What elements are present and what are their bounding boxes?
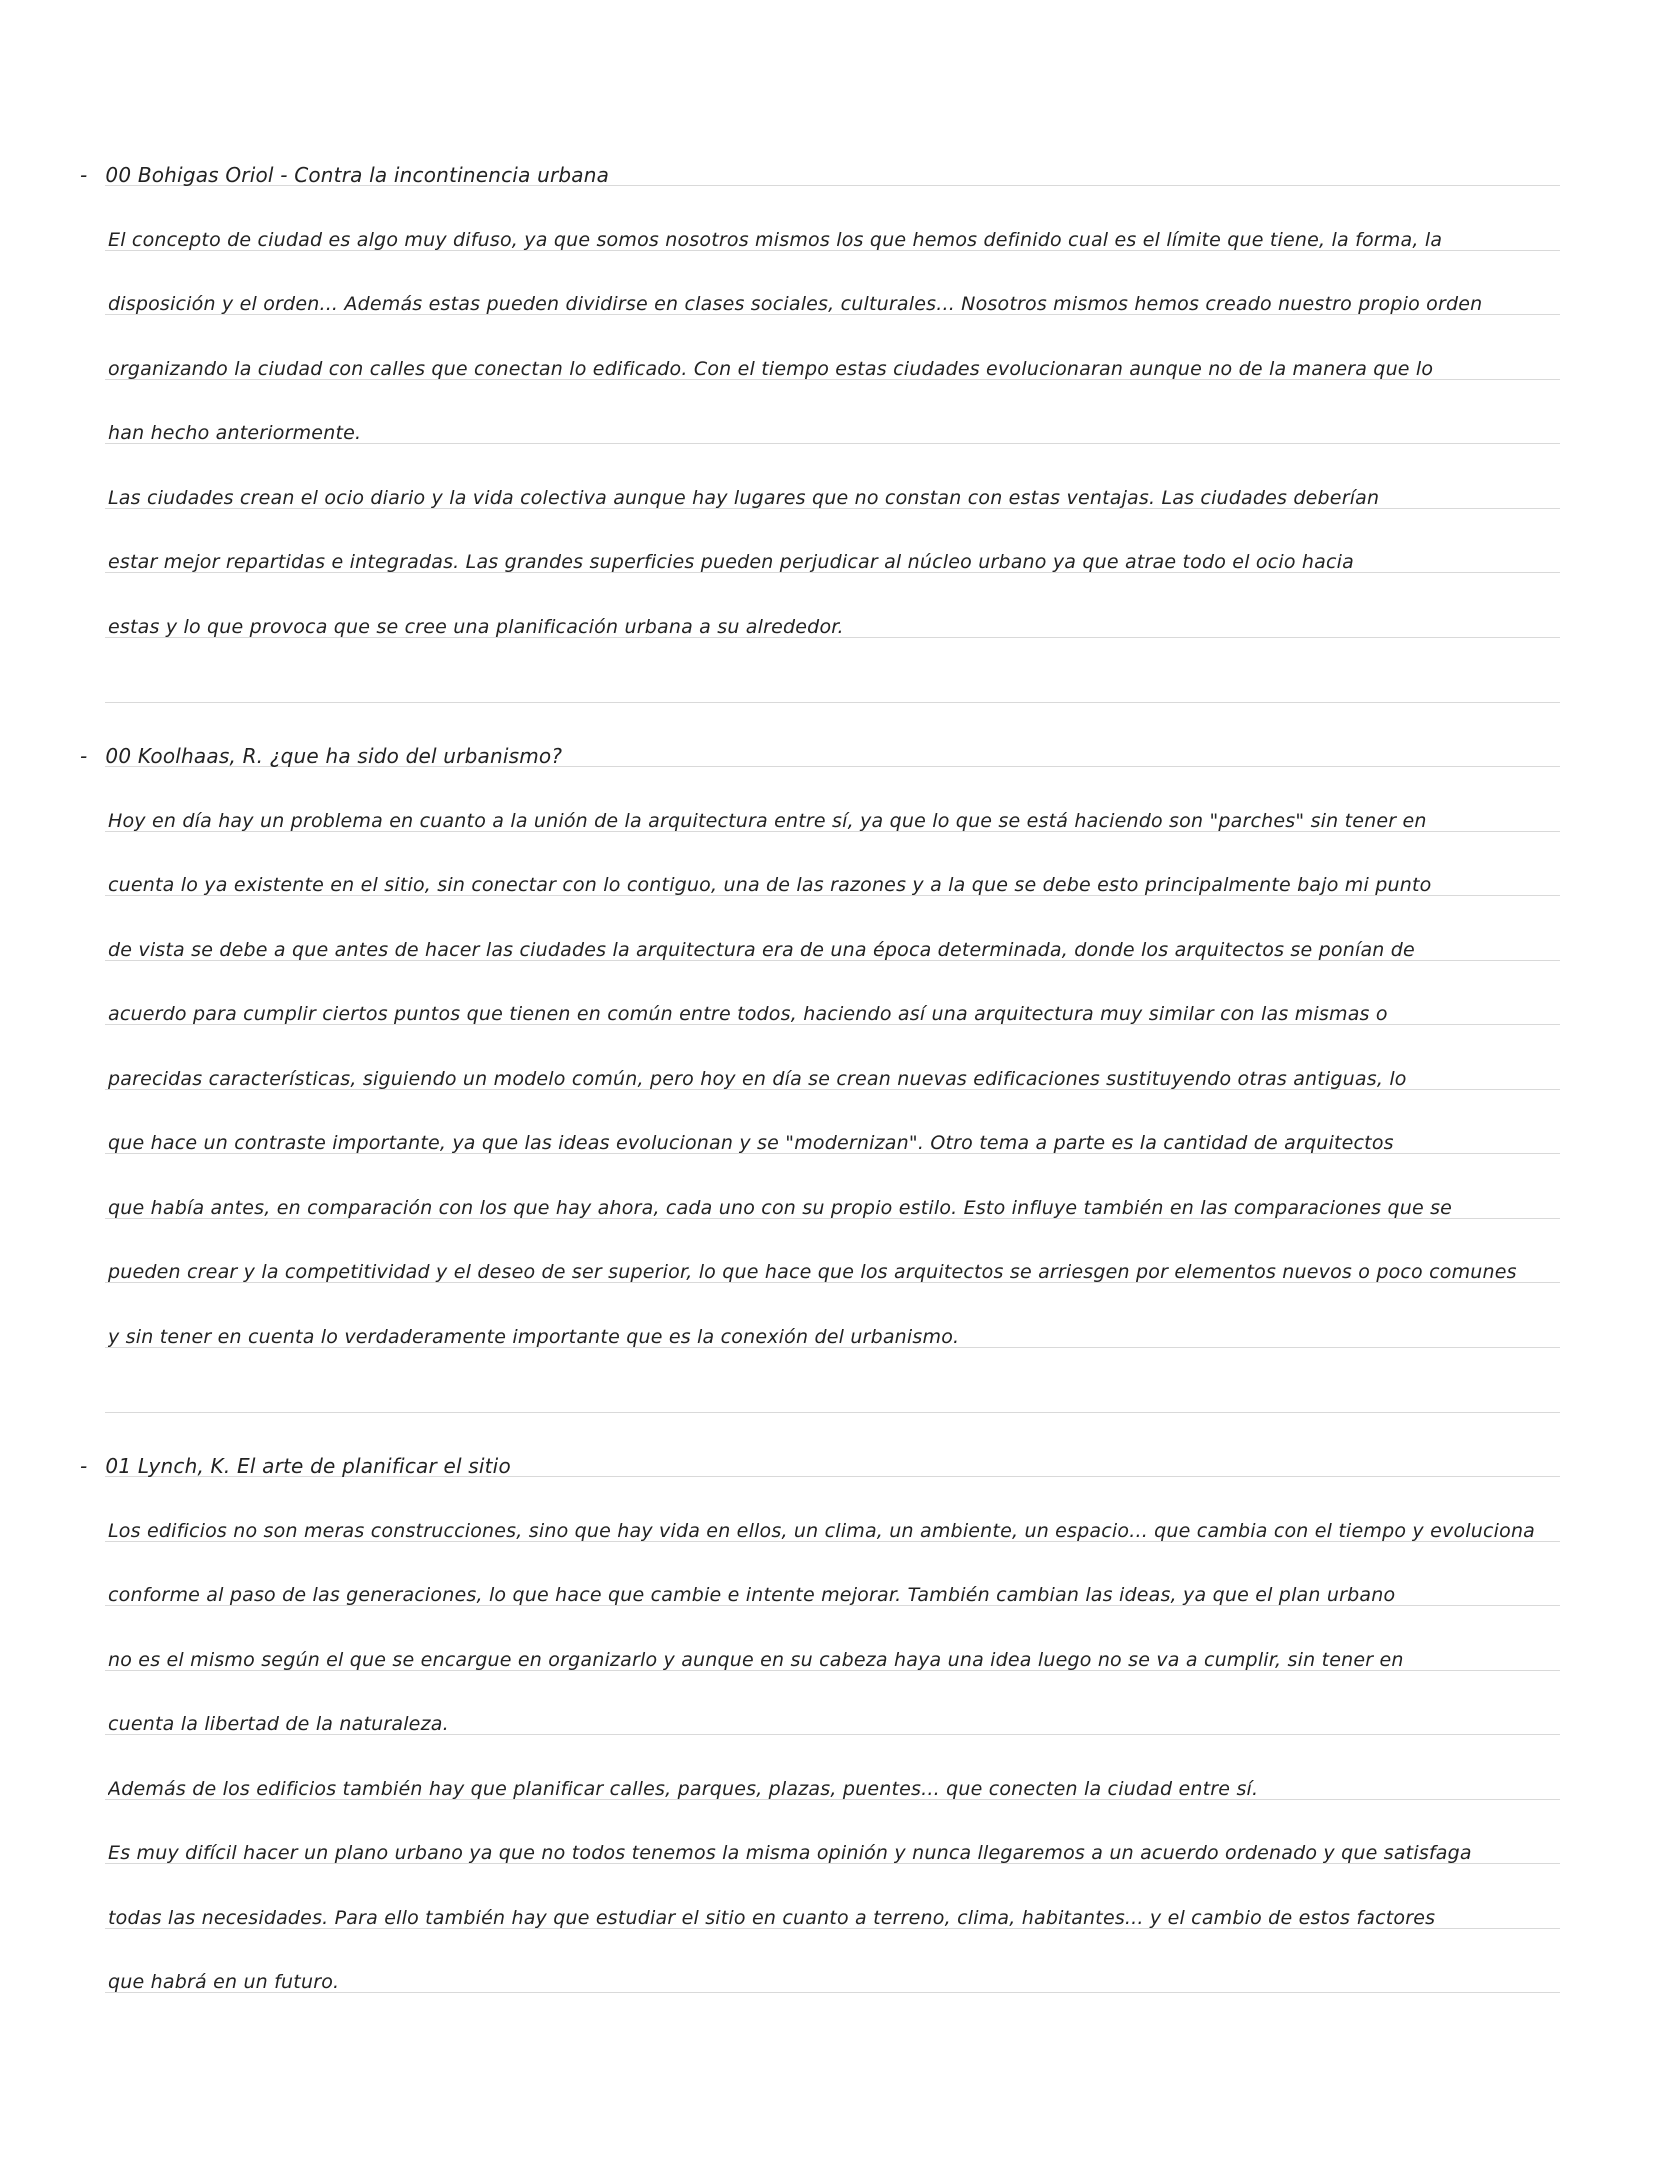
text-line: disposición y el orden... Además estas pueden dividirse en clases sociales, culturales... Nosotros mismos hemos creado nuestro propio orden	[108, 293, 1483, 315]
text-line: Además de los edificios también hay que planificar calles, parques, plazas, puentes... que conecten la ciudad entre sí.	[108, 1778, 1259, 1800]
text-line: parecidas características, siguiendo un modelo común, pero hoy en día se crean nuevas edificaciones sustituyendo otras antiguas, lo	[108, 1068, 1407, 1090]
text-line: todas las necesidades. Para ello también hay que estudiar el sitio en cuanto a terreno, clima, habitantes... y el cambio de estos factores	[108, 1907, 1436, 1929]
text-line: acuerdo para cumplir ciertos puntos que tienen en común entre todos, haciendo así una arquitectura muy similar con las mismas o	[108, 1003, 1388, 1025]
text-line: organizando la ciudad con calles que conectan lo edificado. Con el tiempo estas ciudades evolucionaran aunque no de la manera que lo	[108, 358, 1434, 380]
ruled-line	[105, 702, 1560, 703]
section-heading	[80, 163, 1560, 187]
text-line: de vista se debe a que antes de hacer las ciudades la arquitectura era de una época determinada, donde los arquitectos se ponían de	[108, 939, 1415, 961]
text-line: Hoy en día hay un problema en cuanto a la unión de la arquitectura entre sí, ya que lo que se está haciendo son "parches" sin tener en	[108, 810, 1427, 832]
heading-text: 00 Koolhaas, R. ¿que ha sido del urbanismo?	[105, 744, 563, 768]
heading-text: 01 Lynch, K. El arte de planificar el sitio	[105, 1454, 511, 1478]
heading-dash: -	[80, 163, 88, 187]
text-line: estar mejor repartidas e integradas. Las grandes superficies pueden perjudicar al núcleo urbano ya que atrae todo el ocio hacia	[108, 551, 1354, 573]
section-heading	[80, 744, 1560, 768]
text-line: El concepto de ciudad es algo muy difuso, ya que somos nosotros mismos los que hemos definido cual es el límite que tiene, la forma, la	[108, 229, 1443, 251]
text-line: que hace un contraste importante, ya que las ideas evolucionan y se "modernizan". Otro tema a parte es la cantidad de arquitectos	[108, 1132, 1394, 1154]
heading-dash: -	[80, 744, 88, 768]
text-line: no es el mismo según el que se encargue en organizarlo y aunque en su cabeza haya una idea luego no se va a cumplir, sin tener en	[108, 1649, 1404, 1671]
text-line: Las ciudades crean el ocio diario y la vida colectiva aunque hay lugares que no constan con estas ventajas. Las ciudades deberían	[108, 487, 1380, 509]
text-line: Es muy difícil hacer un plano urbano ya que no todos tenemos la misma opinión y nunca llegaremos a un acuerdo ordenado y que satisfaga	[108, 1842, 1472, 1864]
ruled-line	[105, 1412, 1560, 1413]
text-line: pueden crear y la competitividad y el deseo de ser superior, lo que hace que los arquitectos se arriesgen por elementos nuevos o poco comunes	[108, 1261, 1517, 1283]
heading-dash: -	[80, 1454, 88, 1478]
text-line: cuenta la libertad de la naturaleza.	[108, 1713, 449, 1735]
text-line: que había antes, en comparación con los que hay ahora, cada uno con su propio estilo. Esto influye también en las comparaciones que se	[108, 1197, 1453, 1219]
text-line: cuenta lo ya existente en el sitio, sin conectar con lo contiguo, una de las razones y a la que se debe esto principalmente bajo mi punto	[108, 874, 1432, 896]
text-line: han hecho anteriormente.	[108, 422, 362, 444]
text-line: Los edificios no son meras construcciones, sino que hay vida en ellos, un clima, un ambiente, un espacio... que cambia con el tiempo y evoluciona	[108, 1520, 1536, 1542]
text-line: conforme al paso de las generaciones, lo que hace que cambie e intente mejorar. También cambian las ideas, ya que el plan urbano	[108, 1584, 1396, 1606]
heading-text: 00 Bohigas Oriol - Contra la incontinencia urbana	[105, 163, 610, 187]
section-heading	[80, 1454, 1560, 1478]
text-line: que habrá en un futuro.	[108, 1971, 340, 1993]
text-line: y sin tener en cuenta lo verdaderamente importante que es la conexión del urbanismo.	[108, 1326, 960, 1348]
text-line: estas y lo que provoca que se cree una planificación urbana a su alrededor.	[108, 616, 844, 638]
